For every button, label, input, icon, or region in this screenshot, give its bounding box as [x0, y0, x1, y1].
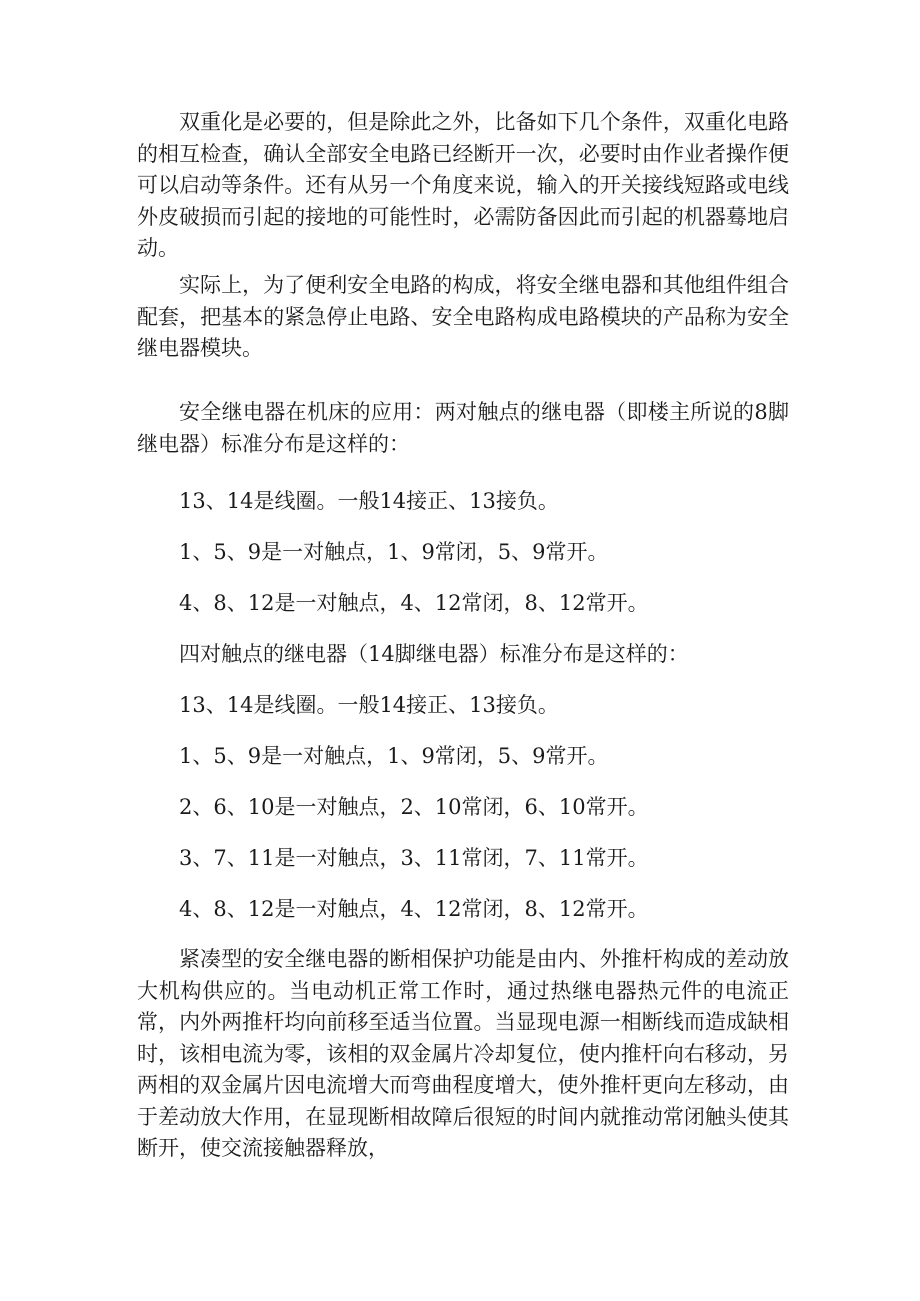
line-14pin-contact-3-7-11: 3、7、11是一对触点，3、11常闭，7、11常开。 — [179, 846, 649, 870]
paragraph-machine-tool-application: 安全继电器在机床的应用：两对触点的继电器（即楼主所说的8脚继电器）标准分布是这样的： — [137, 400, 789, 456]
line-14pin-heading: 四对触点的继电器（14脚继电器）标准分布是这样的： — [179, 642, 689, 666]
paragraph-dual-redundancy: 双重化是必要的，但是除此之外，比备如下几个条件，双重化电路的相互检查，确认全部安全电路已经断开一次，必要时由作业者操作便可以启动等条件。还有从另一个角度来说，输入的开关接线短路或电线外皮破损而引起的接地的可能性时，必需防备因此而引起的机器蓦地启动。 — [137, 110, 789, 260]
paragraph-phase-loss-protection: 紧凑型的安全继电器的断相保护功能是由内、外推杆构成的差动放大机构供应的。当电动机正常工作时，通过热继电器热元件的电流正常，内外两推杆均向前移至适当位置。当显现电源一相断线而造成缺相时，该相电流为零，该相的双金属片冷却复位，使内推杆向右移动，另两相的双金属片因电流增大而弯曲程度增大，使外推杆更向左移动，由于差动放大作用，在显现断相故障后很短的时间内就推动常闭触头使其断开，使交流接触器释放， — [137, 947, 789, 1160]
line-8pin-coil: 13、14是线圈。一般14接正、13接负。 — [179, 489, 559, 513]
paragraph-safety-relay-module: 实际上，为了便利安全电路的构成，将安全继电器和其他组件组合配套，把基本的紧急停止电路、安全电路构成电路模块的产品称为安全继电器模块。 — [137, 273, 789, 360]
line-14pin-coil: 13、14是线圈。一般14接正、13接负。 — [179, 693, 559, 717]
line-8pin-contact-4-8-12: 4、8、12是一对触点，4、12常闭，8、12常开。 — [179, 591, 649, 615]
line-14pin-contact-2-6-10: 2、6、10是一对触点，2、10常闭，6、10常开。 — [179, 795, 649, 819]
line-8pin-contact-1-5-9: 1、5、9是一对触点，1、9常闭，5、9常开。 — [179, 540, 609, 564]
line-14pin-contact-4-8-12: 4、8、12是一对触点，4、12常闭，8、12常开。 — [179, 897, 649, 921]
line-14pin-contact-1-5-9: 1、5、9是一对触点，1、9常闭，5、9常开。 — [179, 744, 609, 768]
